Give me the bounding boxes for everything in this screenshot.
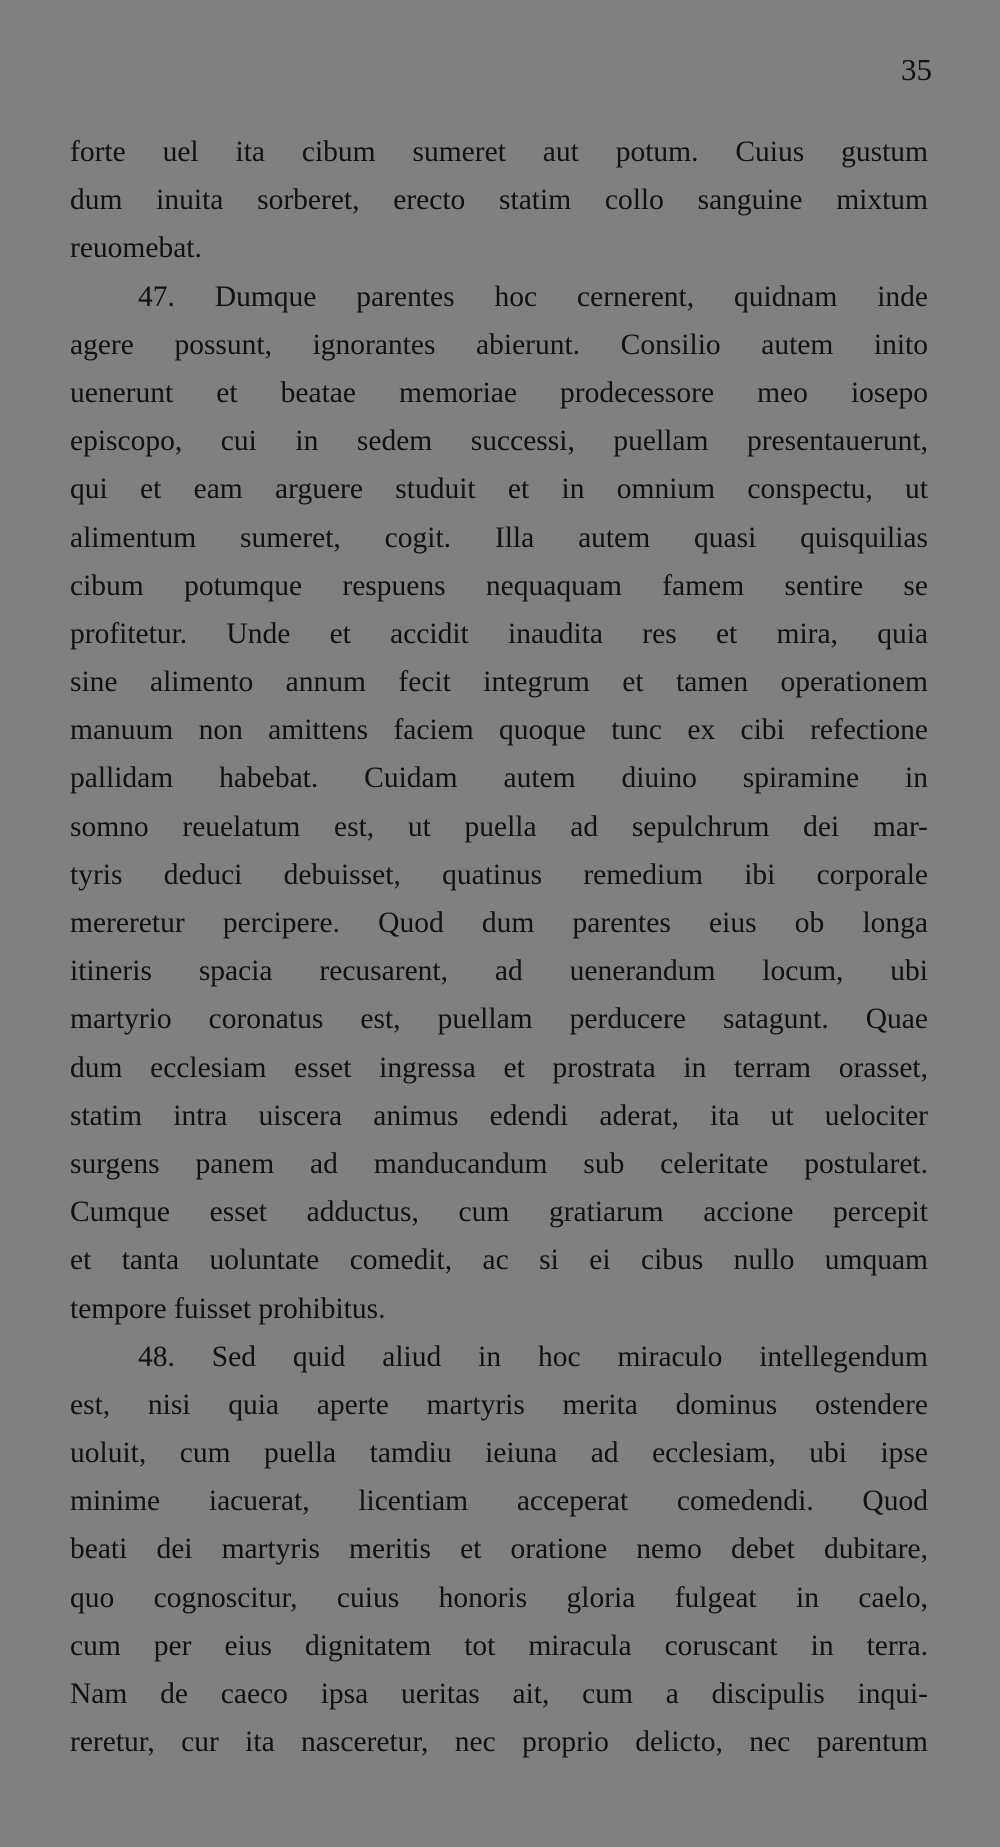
text-line: tyris deduci debuisset, quatinus remedium ibi corporale [70,858,928,891]
text-line: uoluit, cum puella tamdiu ieiuna ad ecclesiam, ubi ipse [70,1437,928,1470]
text-line: somno reuelatum est, ut puella ad sepulchrum dei mar- [70,810,928,843]
text-line: statim intra uiscera animus edendi aderat, ita ut uelociter [70,1099,928,1132]
text-line: surgens panem ad manducandum sub celeritate postularet. [70,1147,928,1180]
text-line: reretur, cur ita nasceretur, nec proprio delicto, nec parentum [70,1726,928,1759]
paragraph-48-start: 48. Sed quid aliud in hoc miraculo intellegendum [138,1340,928,1373]
text-line: agere possunt, ignorantes abierunt. Consilio autem inito [70,328,928,361]
text-line: et tanta uoluntate comedit, ac si ei cibus nullo umquam [70,1244,928,1277]
text-line: manuum non amittens faciem quoque tunc ex cibi refectione [70,714,928,747]
text-line: tempore fuisset prohibitus. [70,1292,386,1325]
text-line: forte uel ita cibum sumeret aut potum. Cuius gustum [70,136,928,168]
text-line: mereretur percipere. Quod dum parentes eius ob longa [70,907,928,939]
text-line: beati dei martyris meritis et oratione nemo debet dubitare, [70,1533,928,1566]
text-line: profitetur. Unde et accidit inaudita res et mira, quia [70,617,928,650]
text-line: itineris spacia recusarent, ad uenerandum locum, ubi [70,955,928,988]
text-line: Nam de caeco ipsa ueritas ait, cum a discipulis inqui- [70,1678,928,1710]
text-line: est, nisi quia aperte martyris merita dominus ostendere [70,1388,928,1421]
text-body [70,128,928,1766]
text-line: uenerunt et beatae memoriae prodecessore meo iosepo [70,376,928,409]
text-line: reuomebat. [70,232,202,265]
text-line: alimentum sumeret, cogit. Illa autem quasi quisquilias [70,521,928,554]
text-line: qui et eam arguere studuit et in omnium conspectu, ut [70,473,928,506]
page-number: 35 [901,52,932,87]
text-line: sine alimento annum fecit integrum et tamen operationem [70,666,928,699]
text-line: quo cognoscitur, cuius honoris gloria fulgeat in caelo, [70,1581,928,1614]
text-line: minime iacuerat, licentiam acceperat comedendi. Quod [70,1485,928,1518]
text-line: episcopo, cui in sedem successi, puellam presentauerunt, [70,425,928,458]
text-line: dum ecclesiam esset ingressa et prostrata in terram orasset, [70,1051,928,1084]
text-line: dum inuita sorberet, erecto statim collo sanguine mixtum [70,184,928,217]
text-line: cibum potumque respuens nequaquam famem sentire se [70,569,928,602]
text-line: Cumque esset adductus, cum gratiarum accione percepit [70,1196,928,1229]
text-line: cum per eius dignitatem tot miracula coruscant in terra. [70,1629,928,1662]
text-line: martyrio coronatus est, puellam perducere satagunt. Quae [70,1003,928,1036]
text-line: pallidam habebat. Cuidam autem diuino spiramine in [70,762,928,795]
paragraph-47-start: 47. Dumque parentes hoc cernerent, quidnam inde [138,280,928,313]
